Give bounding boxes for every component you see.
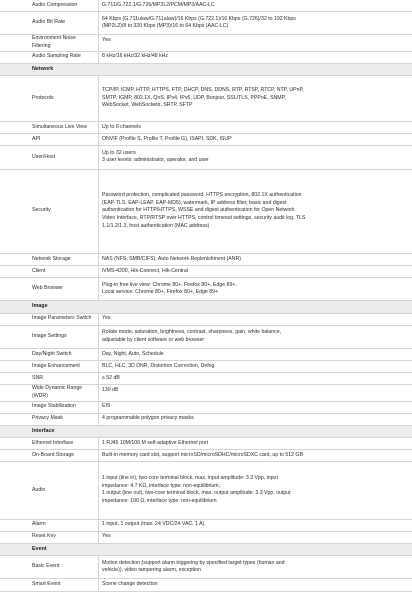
spec-value [98,385,412,400]
spec-value [98,520,412,531]
spec-label: API [32,135,41,142]
spec-value [98,12,412,34]
spec-value [98,349,412,360]
spec-label: Image Settings [32,333,67,340]
spec-value [98,556,412,578]
spec-row [0,12,412,35]
spec-value [98,373,412,384]
spec-row [0,170,412,254]
section-header: Interface [0,426,412,438]
spec-value-line: adjustable by client software or web browser [102,336,205,343]
spec-value [98,414,412,425]
spec-row [0,52,412,64]
spec-value-line: iVMS-4200, Hik-Connect, Hik-Central [102,267,188,274]
spec-value [98,254,412,265]
spec-row [0,134,412,146]
spec-label: Protocols [32,94,54,101]
spec-value-line: Up to 32 users [102,149,136,156]
spec-value-line: authentication for HTTP/HTTPS, WSSE and digest authentication for Open Network [102,207,295,214]
spec-label: User/Host [32,153,56,160]
spec-label: Alarm [32,521,46,528]
spec-label: Audio Sampling Rate [32,53,81,60]
spec-label: Audio [32,486,46,493]
spec-value-line: 1.1/1.2/1.3, host authentication (MAC address) [102,222,210,229]
spec-value-line: TCP/IP, ICMP, HTTP, HTTPS, FTP, DHCP, DNS, DDNS, RTP, RTSP, RTCP, NTP, UPnP, [102,87,304,94]
spec-row [0,579,412,591]
spec-label: Audio Compression [32,1,78,8]
spec-value-line: Yes [102,37,111,44]
spec-label: Wide Dynamic Range (WDR) [32,385,83,399]
spec-value [98,52,412,63]
spec-value [98,122,412,133]
spec-value [98,0,412,11]
spec-row [0,35,412,51]
spec-label: Image Stabilization [32,403,76,410]
spec-row [0,556,412,579]
spec-value [98,402,412,413]
spec-value-line: Rotate mode, saturation, brightness, contrast, sharpness, gain, white balance, [102,329,282,336]
spec-label: Security [32,207,51,214]
section-header: Network [0,64,412,76]
spec-label: Basic Event [32,563,60,570]
spec-row [0,450,412,462]
spec-label: Day/Night Switch [32,350,72,357]
spec-value-line: impedance: 4.7 KΩ, interface type: non-equilibrium, [102,482,221,489]
spec-label: SNR [32,375,43,381]
spec-label: Privacy Mask [32,415,63,422]
spec-value-line: Video Interface, RTP/RTSP over HTTPS, control timeout settings, security audit log, TLS [102,215,306,221]
spec-row [0,361,412,373]
spec-row [0,414,412,426]
spec-row [0,0,412,12]
spec-row [0,122,412,134]
spec-label: Image Parameters Switch [32,315,92,322]
spec-label: Network Storage [32,255,71,262]
spec-value-line: ≥ 52 dB [102,375,120,381]
spec-row [0,532,412,544]
spec-value-line: Yes [102,533,111,540]
spec-value-line: Built-in memory card slot, support microSD/microSDHC/microSDXC card, up to 512 GB [102,451,303,458]
spec-value-line: impedance: 100 Ω, interface type: non-equilibrium [102,498,217,505]
spec-label: On-Board Storage [32,451,75,458]
spec-row [0,76,412,122]
spec-row [0,278,412,301]
spec-value-line: Scene change detection [102,581,158,588]
spec-label: Image Enhancement [32,362,80,369]
spec-value [98,450,412,461]
spec-label: Environment Noise Filtering [32,35,76,49]
spec-value [98,361,412,372]
spec-value-line: (EAP-TLS, EAP-LEAP, EAP-MD5), watermark, IP address filter, basic and digest [102,199,287,206]
spec-row [0,402,412,414]
spec-value [98,326,412,348]
spec-value [98,438,412,449]
spec-value-line: Day, Night, Auto, Schedule [102,350,164,357]
spec-row [0,314,412,326]
spec-value [98,35,412,50]
spec-label: Reset Key [32,533,56,540]
spec-value [98,579,412,590]
spec-value-line: Yes [102,315,111,322]
spec-value-line: 8 kHz/16 kHz/32 kHz/48 kHz [102,53,169,60]
spec-label: Smart Event [32,581,61,588]
spec-row [0,462,412,519]
spec-row [0,349,412,361]
spec-value-line: Local service: Chrome 80+, Firefox 80+, Edge 89+ [102,289,219,296]
spec-label: Web Browser [32,285,64,292]
spec-value [98,266,412,277]
spec-row [0,385,412,401]
spec-label: Ethernet Interface [32,439,74,446]
spec-value-line: 4 programmable polygon privacy masks [102,415,194,422]
spec-row [0,266,412,278]
spec-value-line: vehicle)), video tampering alarm, exception [102,567,201,574]
spec-value-line: 3 user levels: administrator, operator, and user [102,157,209,164]
spec-value-line: EIS [102,403,111,410]
spec-value [98,462,412,518]
spec-label: Simultaneous Live View [32,123,87,130]
spec-value-line: 1 RJ45 10M/100 M self-adaptive Ethernet port [102,439,209,446]
spec-value-line: NAS (NFS, SMB/CIFS), Auto Network Replenishment (ANR) [102,255,241,262]
spec-value-line: Plug-in free live view: Chrome 80+, Firefox 80+, Edge 89+. [102,281,237,288]
spec-value-line: 1 output (line out), two-core terminal block, max. output amplitude: 3.3 Vpp, output [102,490,291,497]
spec-value [98,170,412,253]
spec-row [0,254,412,266]
spec-value-line: Up to 6 channels [102,123,141,130]
spec-value-line: 1 input, 1 output (max. 24 VDC/24 VAC, 1 A) [102,521,205,528]
spec-value [98,76,412,121]
spec-value [98,532,412,543]
spec-value-line: 1 input (line in), two-core terminal block, max. input amplitude: 3.3 Vpp, input [102,475,278,482]
spec-value [98,314,412,325]
spec-value-line: (MP2L2)/8 to 320 Kbps (MP3)/16 to 64 Kbps (AAC-LC) [102,23,229,30]
spec-value-line: 64 Kbps (G.711ulaw/G.711alaw)/16 Kbps (G.722.1)/16 Kbps (G.726)/32 to 192 Kbps [102,15,296,22]
spec-row [0,438,412,450]
spec-value-line: SMTP, IGMP, 802.1X, QoS, IPv4, IPv6, UDP, Bonjour, SSL/TLS, PPPoE, SNMP, [102,94,286,101]
spec-value-line: BLC, HLC, 3D DNR, Distortion Correction, Defog [102,362,215,369]
spec-value-line: 130 dB [102,387,119,394]
spec-value-line: G.711/G.722.1/G.726/MP2L2/PCM/MP3/AAC-LC [102,1,215,8]
spec-value-line: Password protection, complicated password, HTTPS encryption, 802.1X authentication [102,192,302,199]
spec-label: Client [32,267,46,274]
spec-row [0,373,412,385]
spec-row [0,146,412,169]
spec-value [98,134,412,145]
section-header: Image [0,301,412,313]
spec-value [98,146,412,168]
spec-row [0,520,412,532]
spec-label: Audio Bit Rate [32,19,66,26]
spec-value-line: Motion detection (support alarm triggering by specified target types (human and [102,559,285,566]
spec-value-line: ONVIF (Profile S, Profile T, Profile G), ISAPI, SDK, ISUP [102,135,232,142]
spec-value [98,278,412,300]
section-header: Event [0,544,412,556]
spec-row [0,326,412,349]
spec-value-line: WebSocket, WebSockets, SRTP, SFTP [102,102,193,109]
